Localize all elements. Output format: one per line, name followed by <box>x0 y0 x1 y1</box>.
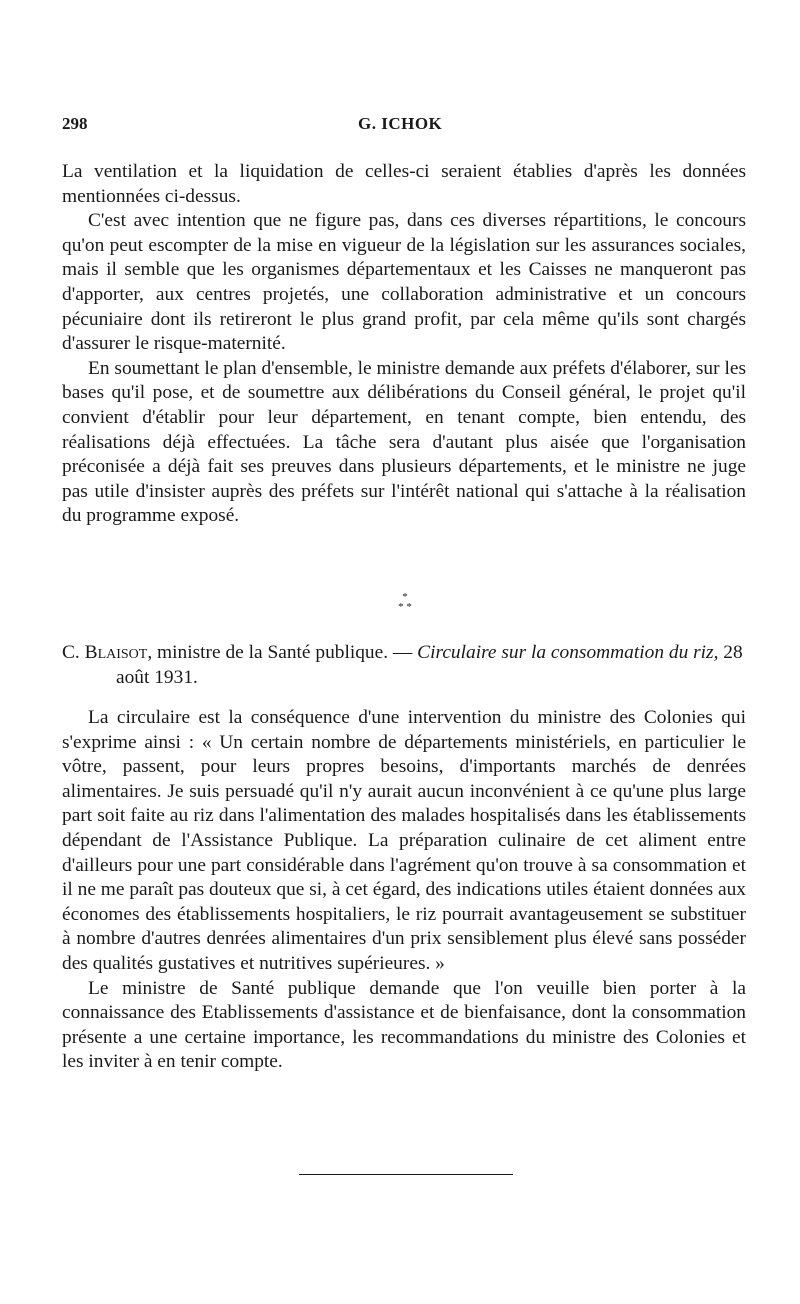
paragraph: Le ministre de Santé publique demande que l'on veuille bien porter à la connaissance des Etablissements d'assistance et de bienfaisance, dont la consommation présente a une certaine importance, les recommandations du ministre des Colonies et les inviter à en tenir compte. <box>62 977 746 1073</box>
heading-role: , ministre de la Santé publique. — <box>147 642 418 663</box>
asterism-bottom: * * <box>398 601 412 613</box>
closing-rule <box>299 1174 513 1175</box>
running-head: G. ICHOK <box>358 114 443 133</box>
heading-date: , 28 août 1931. <box>116 642 743 688</box>
paragraph: C'est avec intention que ne figure pas, dans ces diverses répartitions, le concours qu'on peut escompter de la mise en vigueur de la législation sur les assurances sociales, mais il semble que les organismes départementaux et les Caisses ne manqueront pas d'apporter, aux centres projetés, une collaboration administrative et un concours pécuniaire dont ils retireront le plus grand profit, par cela même qu'ils sont chargés d'assurer le risque-maternité. <box>62 210 746 355</box>
page-header <box>62 114 745 144</box>
paragraph: La ventilation et la liquidation de celles-ci seraient établies d'après les données mentionnées ci-dessus. <box>62 161 746 207</box>
asterism-top: * <box>402 591 408 603</box>
heading-subject: Circulaire sur la consommation du riz <box>417 642 714 663</box>
text-block-circular <box>62 706 746 1075</box>
text-block-continuation <box>62 160 746 529</box>
paragraph: En soumettant le plan d'ensemble, le ministre demande aux préfets d'élaborer, sur les bases qu'il pose, et de soumettre aux délibérations du Conseil général, le projet qu'il convient d'établir pour leur département, en tenant compte, bien entendu, des réalisations déjà effectuées. La tâche sera d'autant plus aisée que l'organisation préconisée a déjà fait ses preuves dans plusieurs départements, et le ministre ne juge pas utile d'insister auprès des préfets sur l'intérêt national qui s'attache à la réalisation du programme exposé. <box>62 357 746 527</box>
section-asterism <box>390 592 420 612</box>
page-number: 298 <box>62 114 88 133</box>
heading-initial: C. <box>62 642 85 663</box>
heading-author: Blaisot <box>84 642 148 663</box>
paragraph: La circulaire est la conséquence d'une intervention du ministre des Colonies qui s'exprime ainsi : « Un certain nombre de départements ministériels, en particulier le vôtre, passent, pour leurs propres besoins, d'importants marchés de denrées alimentaires. Je suis persuadé qu'il n'y aurait aucun inconvénient à ce qu'une plus large part soit faite au riz dans l'alimentation des malades hospitalisés dans les établissements dépendant de l'Assistance Publique. La préparation culinaire de cet aliment entre d'ailleurs pour une part considérable dans l'agrément qu'on trouve à sa consommation et il ne me paraît pas douteux que si, à cet égard, des indications utiles étaient données aux économes des établissements hospitaliers, le riz pourrait avantageusement se substituer à nombre d'autres denrées alimentaires d'un prix sensiblement plus élevé sans posséder des qualités gustatives et nutritives supérieures. » <box>62 707 746 974</box>
section-heading <box>62 640 746 690</box>
